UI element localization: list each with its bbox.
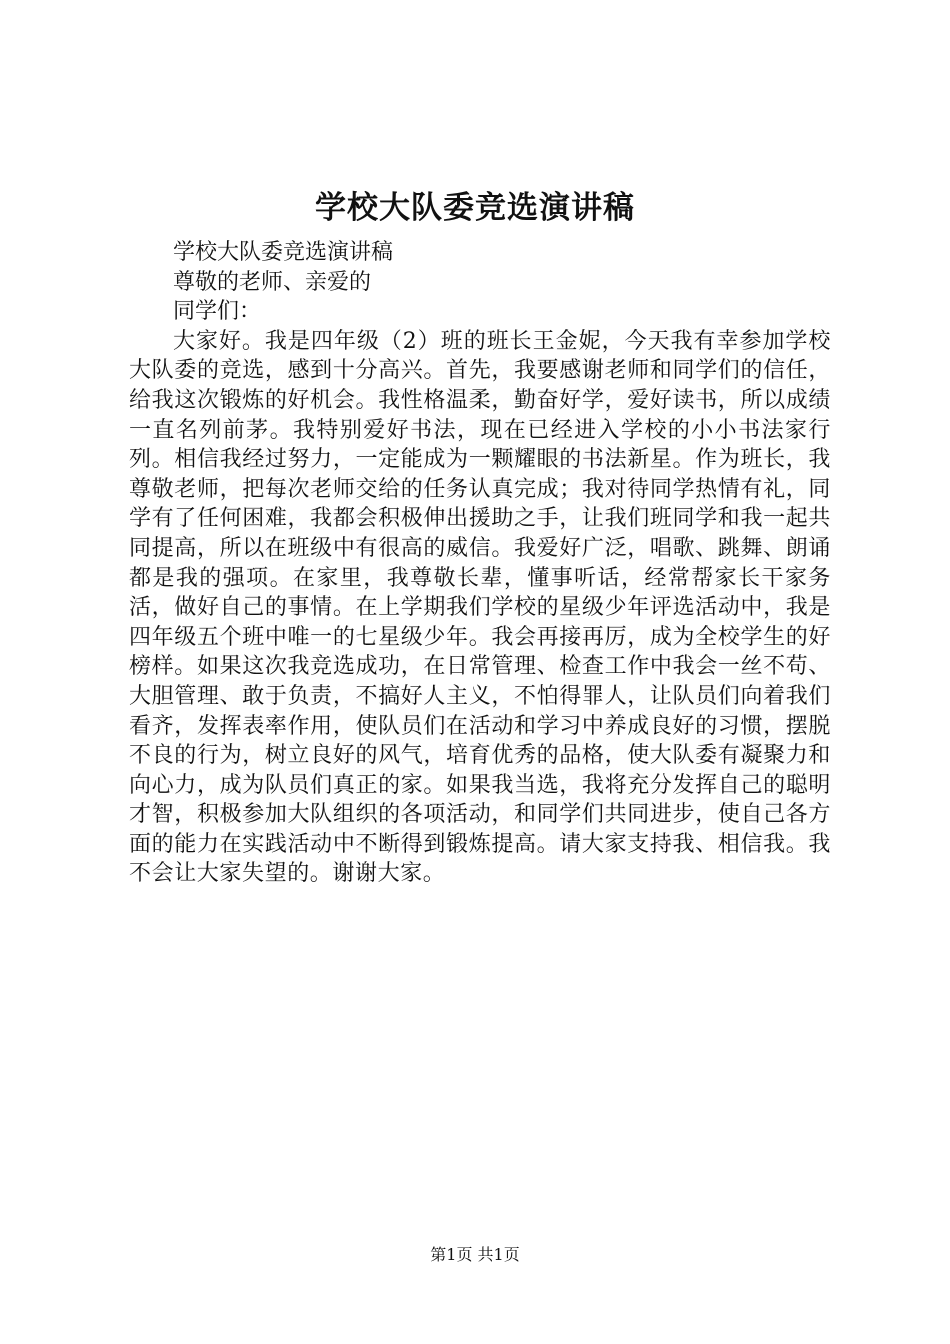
page-title: 学校大队委竞选演讲稿	[315, 190, 635, 226]
document-body	[129, 238, 831, 889]
speech-paragraph: 大家好。我是四年级（2）班的班长王金妮，今天我有幸参加学校大队委的竞选，感到十分高兴。首先，我要感谢老师和同学们的信任，给我这次锻炼的好机会。我性格温柔，勤奋好学，爱好读书，所以成绩一直名列前茅。我特别爱好书法，现在已经进入学校的小小书法家行列。相信我经过努力，一定能成为一颗耀眼的书法新星。作为班长，我尊敬老师，把每次老师交给的任务认真完成；我对待同学热情有礼，同学有了任何困难，我都会积极伸出援助之手，让我们班同学和我一起共同提高，所以在班级中有很高的威信。我爱好广泛，唱歌、跳舞、朗诵都是我的强项。在家里，我尊敬长辈，懂事听话，经常帮家长干家务活，做好自己的事情。在上学期我们学校的星级少年评选活动中，我是四年级五个班中唯一的七星级少年。我会再接再厉，成为全校学生的好榜样。如果这次我竞选成功，在日常管理、检查工作中我会一丝不苟、大胆管理、敢于负责，不搞好人主义，不怕得罪人，让队员们向着我们看齐，发挥表率作用，使队员们在活动和学习中养成良好的习惯，摆脱不良的行为，树立良好的风气，培育优秀的品格，使大队委有凝聚力和向心力，成为队员们真正的家。如果我当选，我将充分发挥自己的聪明才智，积极参加大队组织的各项活动，和同学们共同进步，使自己各方面的能力在实践活动中不断得到锻炼提高。请大家支持我、相信我。我不会让大家失望的。谢谢大家。	[129, 328, 831, 887]
salutation-line-continued: 同学们：	[173, 299, 262, 325]
subtitle-line: 学校大队委竞选演讲稿	[173, 240, 394, 265]
page-number-footer: 第1页 共1页	[430, 1245, 520, 1264]
salutation-line: 尊敬的老师、亲爱的	[173, 269, 372, 295]
